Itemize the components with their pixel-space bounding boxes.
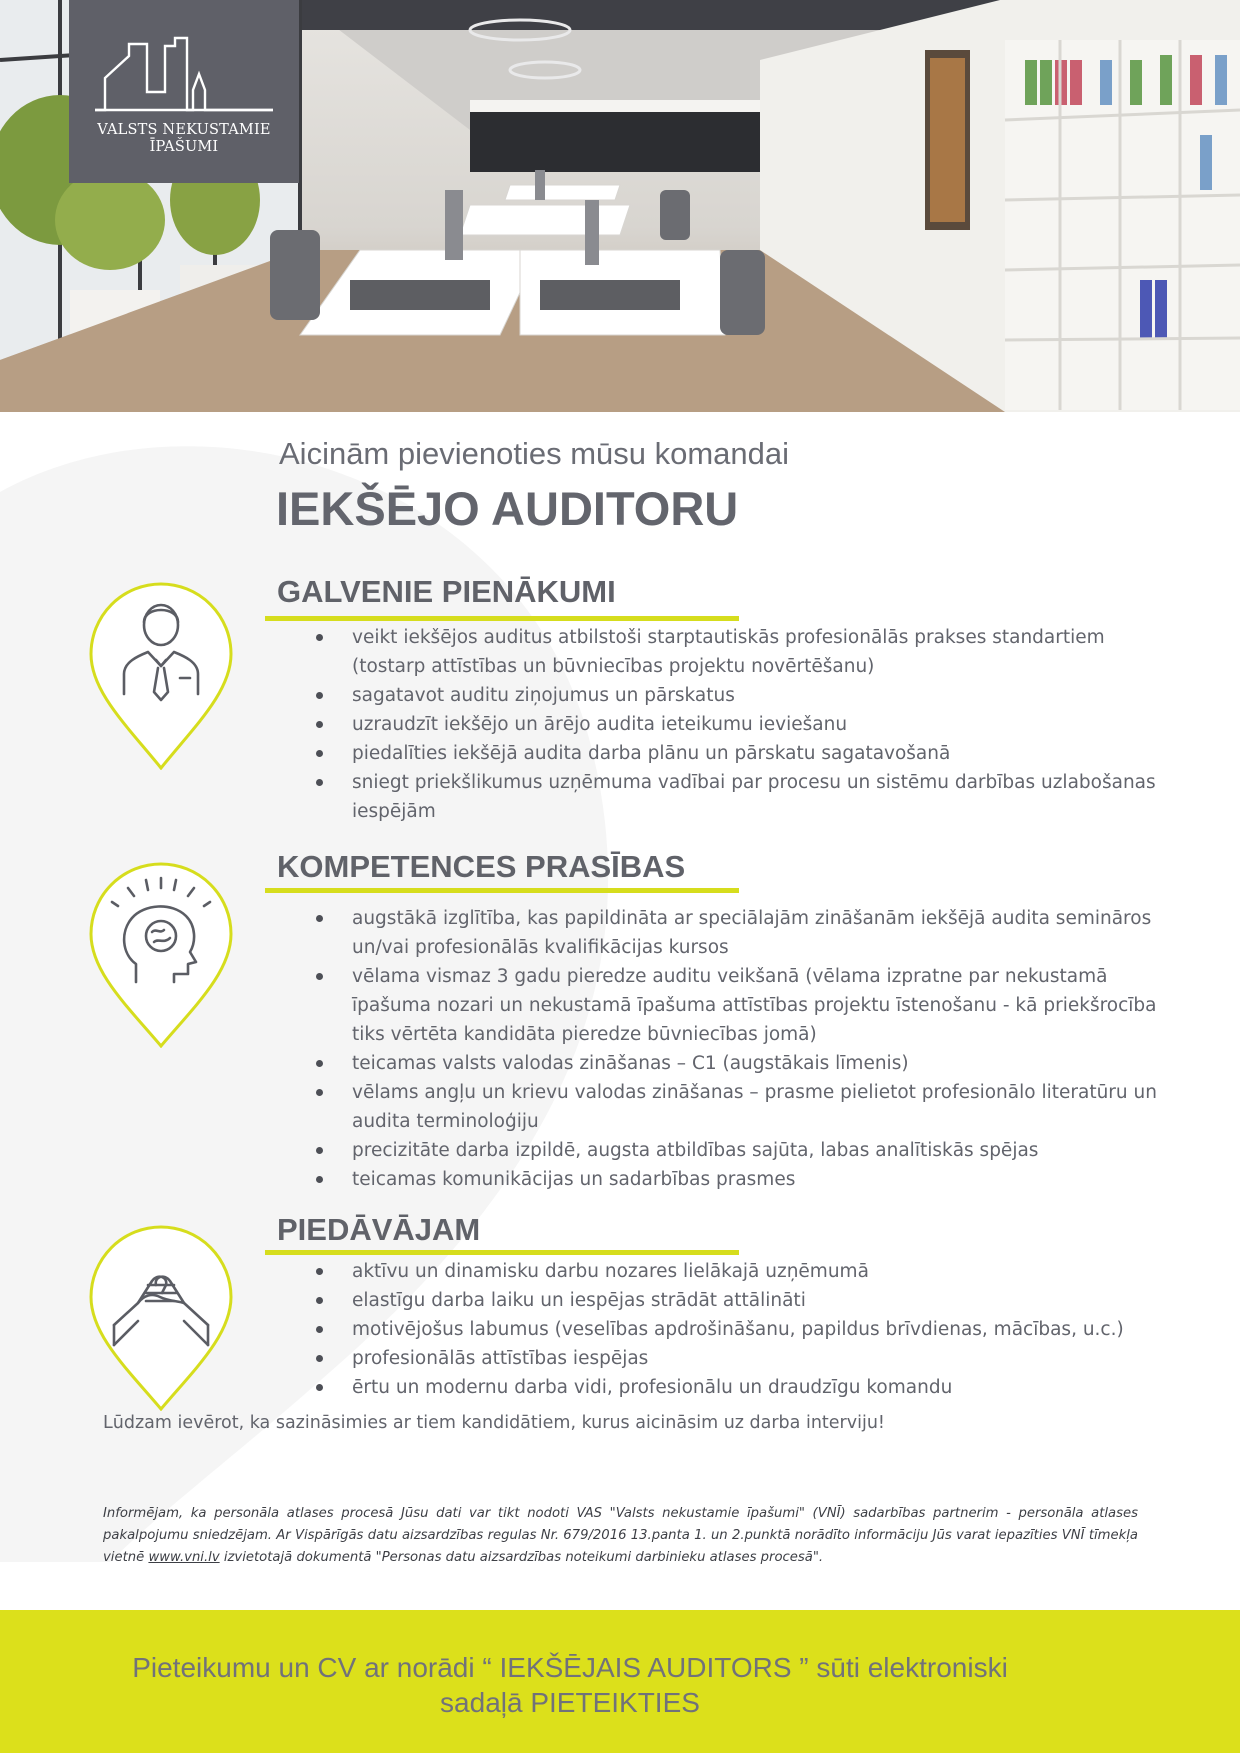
section-underline [265, 888, 739, 893]
list-item: profesionālās attīstības iespējas [316, 1344, 1176, 1373]
business-person-icon [88, 582, 234, 770]
duties-list [316, 623, 1176, 826]
list-item: elastīgu darba laiku un iespējas strādāt attālināti [316, 1286, 1176, 1315]
footer-cta [0, 1650, 1140, 1720]
list-item: teicamas valsts valodas zināšanas – C1 (augstākais līmenis) [316, 1049, 1176, 1078]
list-item: sagatavot auditu ziņojumus un pārskatus [316, 681, 1176, 710]
list-item: veikt iekšējos auditus atbilstoši starptautiskās profesionālās prakses standartiem (tostarp attīstības un būvniecības projektu novērtēšanu) [316, 623, 1176, 681]
footer-line2: sadaļā PIETEIKTIES [440, 1687, 700, 1718]
list-item: uzraudzīt iekšējo un ārējo audita ieteikumu ieviešanu [316, 710, 1176, 739]
section-title-duties: GALVENIE PIENĀKUMI [277, 574, 616, 609]
intro-heading: Aicinām pievienoties mūsu komandai [279, 436, 790, 471]
privacy-text: Informējam, ka personāla atlases procesā Jūsu dati var tikt nodoti VAS "Valsts nekustamie īpašumi" (VNĪ) sadarbības partnerim - personāla atlases pakalpojumu sniedzējam. Ar Vispārīgās datu aizsardzības regulas Nr. 679/2016 13.panta 1. un 2.punktā norādīto informāciju Jūs varat iepazīties VNĪ tīmekļa vietnē [103, 1506, 1138, 1565]
handshake-icon [88, 1225, 234, 1411]
list-item: motivējošus labumus (veselības apdrošināšanu, papildus brīvdienas, mācības, u.c.) [316, 1315, 1176, 1344]
logo-text-line1: VALSTS NEKUSTAMIE [97, 122, 271, 138]
list-item: aktīvu un dinamisku darbu nozares lielākajā uzņēmumā [316, 1257, 1176, 1286]
privacy-notice [103, 1503, 1138, 1569]
company-logo [69, 0, 299, 183]
privacy-text-end: izvietotajā dokumentā "Personas datu aizsardzības noteikumi darbinieku atlases procesā". [223, 1550, 824, 1565]
footer-line1: Pieteikumu un CV ar norādi “ IEKŠĒJAIS AUDITORS ” sūti elektroniski [132, 1652, 1008, 1683]
head-brain-icon [88, 862, 234, 1048]
job-title: IEKŠĒJO AUDITORU [276, 482, 739, 535]
section-underline [265, 1250, 739, 1255]
list-item: ērtu un modernu darba vidi, profesionālu un draudzīgu komandu [316, 1373, 1176, 1402]
list-item: vēlams angļu un krievu valodas zināšanas – prasme pielietot profesionālo literatūru un audita terminoloģiju [316, 1078, 1176, 1136]
footer-banner [0, 1610, 1240, 1753]
interview-note: Lūdzam ievērot, ka sazināsimies ar tiem kandidātiem, kurus aicināsim uz darba interviju! [103, 1413, 885, 1433]
list-item: precizitāte darba izpildē, augsta atbildības sajūta, labas analītiskās spējas [316, 1136, 1176, 1165]
list-item: vēlama vismaz 3 gadu pieredze auditu veikšanā (vēlama izpratne par nekustamā īpašuma nozari un nekustamā īpašuma attīstības projektu īstenošanu - kā priekšrocība tiks vērtēta kandidāta pieredze būvniecības jomā) [316, 962, 1176, 1049]
section-title-offer: PIEDĀVĀJAM [277, 1212, 481, 1247]
vni-website-link[interactable]: www.vni.lv [148, 1550, 220, 1565]
section-underline [265, 616, 739, 621]
list-item: sniegt priekšlikumus uzņēmuma vadībai par procesu un sistēmu darbības uzlabošanas iespējām [316, 768, 1176, 826]
logo-text-line2: ĪPAŠUMI [149, 139, 219, 155]
buildings-logo-icon [95, 36, 273, 116]
section-title-competences: KOMPETENCES PRASĪBAS [277, 849, 686, 884]
list-item: teicamas komunikācijas un sadarbības prasmes [316, 1165, 1176, 1194]
list-item: augstākā izglītība, kas papildināta ar speciālajām zināšanām iekšējā audita semināros un/vai profesionālās kvalifikācijas kursos [316, 904, 1176, 962]
offer-list [316, 1257, 1176, 1402]
hero-office-photo [0, 0, 1240, 412]
list-item: piedalīties iekšējā audita darba plānu un pārskatu sagatavošanā [316, 739, 1176, 768]
competences-list [316, 904, 1176, 1194]
